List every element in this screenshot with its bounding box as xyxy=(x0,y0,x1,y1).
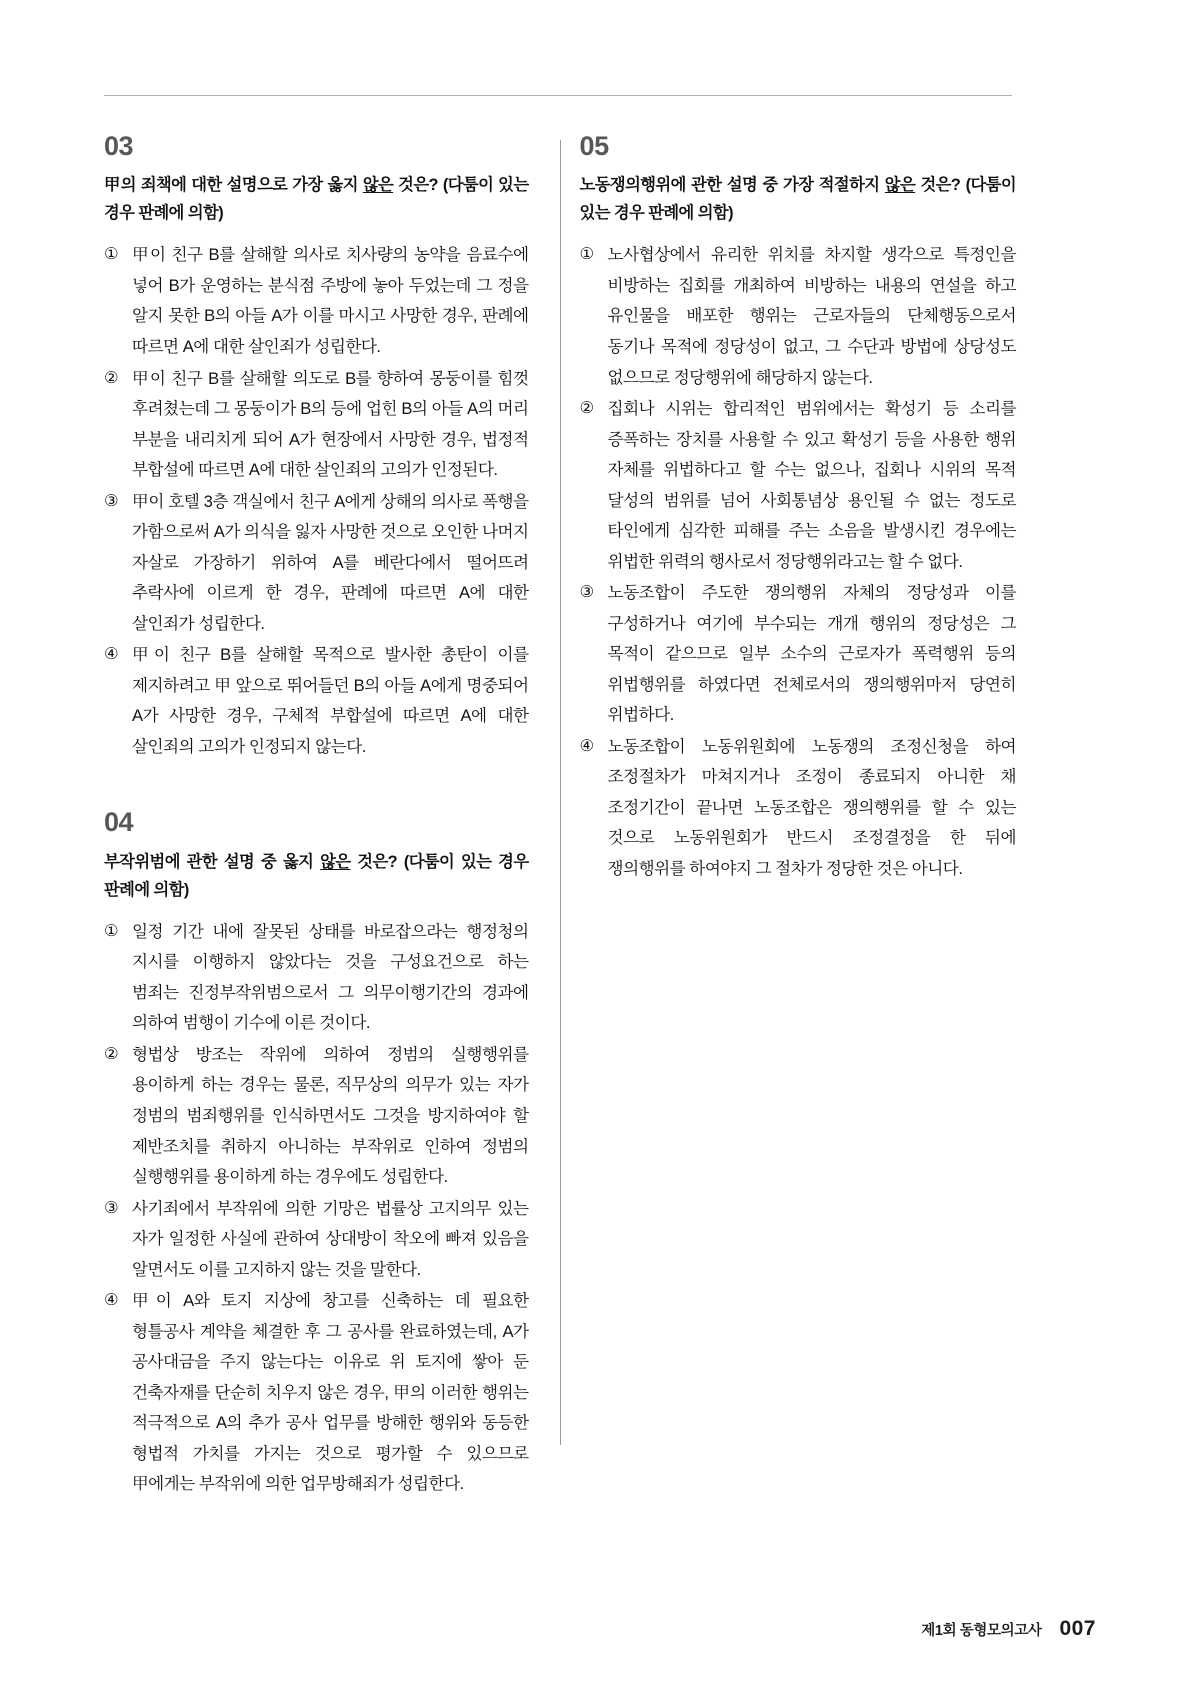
choice-marker-icon: ③ xyxy=(104,491,119,510)
choice-item[interactable] xyxy=(580,394,1016,577)
question-number-04: 04 xyxy=(104,807,134,838)
question-stem-05-before: 노동쟁의행위에 관한 설명 중 가장 적절하지 xyxy=(579,176,885,195)
choice-text: 甲이 친구 B를 살해할 의사로 치사량의 농약을 음료수에 넣어 B가 운영하는 분식점 주방에 놓아 두었는데 그 정을 알지 못한 B의 아들 A가 이를 마시고 사망한 경우, 판례에 따르면 A에 대한 살인죄가 성립한다. xyxy=(132,245,529,356)
choice-item[interactable] xyxy=(580,578,1016,731)
question-block-04 xyxy=(104,808,529,1499)
choice-marker-icon: ① xyxy=(579,245,594,264)
question-stem-05-after: 것은? (다툼이 있는 경우 판례에 의함) xyxy=(579,176,1016,223)
question-stem-05-emphasis: 않은 xyxy=(884,176,916,195)
choice-item[interactable] xyxy=(104,364,529,486)
choice-text: 노동조합이 노동위원회에 노동쟁의 조정신청을 하여 조정절차가 마쳐지거나 조정이 종료되지 아니한 채 조정기간이 끝나면 노동조합은 쟁의행위를 할 수 있는 것으로 노동위원회가 반드시 조정결정을 한 뒤에 쟁의행위를 하여야지 그 절차가 정당한 것은 아니다. xyxy=(607,736,1016,878)
choice-item[interactable] xyxy=(104,240,529,362)
header-rule xyxy=(104,95,1012,96)
choice-item[interactable] xyxy=(104,487,529,640)
question-stem-03 xyxy=(104,171,529,227)
choice-item[interactable] xyxy=(104,1286,529,1500)
question-stem-05 xyxy=(580,171,1016,227)
choice-item[interactable] xyxy=(104,640,529,762)
footer-exam-label: 제1회 동형모의고사 xyxy=(921,1623,1042,1639)
question-block-05 xyxy=(580,132,1016,885)
choice-text: 형법상 방조는 작위에 의하여 정범의 실행행위를 용이하게 하는 경우는 물론, 직무상의 의무가 있는 자가 정범의 범죄행위를 인식하면서도 그것을 방지하여야 할 제반조치를 취하지 아니하는 부작위로 인하여 정범의 실행행위를 용이하게 하는 경우에도 성립한다. xyxy=(132,1044,529,1187)
question-stem-03-after: 것은? (다툼이 있는 경우 판례에 의함) xyxy=(104,176,529,223)
footer-page-number: 007 xyxy=(1059,1617,1096,1640)
choice-list-03 xyxy=(104,240,529,762)
question-block-03 xyxy=(104,132,529,762)
choice-marker-icon: ① xyxy=(104,921,119,940)
choice-text: 甲이 친구 B를 살해할 목적으로 발사한 총탄이 이를 제지하려고 甲 앞으로 뛰어들던 B의 아들 A에게 명중되어 A가 사망한 경우, 구체적 부합설에 따르면 A에 대한 살인죄의 고의가 인정되지 않는다. xyxy=(132,645,529,756)
question-stem-03-before: 甲의 죄책에 대한 설명으로 가장 옳지 xyxy=(104,176,363,195)
question-stem-04-after: 것은? (다툼이 있는 경우 판례에 의함) xyxy=(104,852,529,899)
choice-text: 사기죄에서 부작위에 의한 기망은 법률상 고지의무 있는 자가 일정한 사실에 관하여 상대방이 착오에 빠져 있음을 알면서도 이를 고지하지 않는 것을 말한다. xyxy=(132,1198,529,1279)
choice-marker-icon: ④ xyxy=(579,736,594,755)
choice-item[interactable] xyxy=(104,1040,529,1193)
choice-text: 일정 기간 내에 잘못된 상태를 바로잡으라는 행정청의 지시를 이행하지 않았다는 것을 구성요건으로 하는 범죄는 진정부작위범으로서 그 의무이행기간의 경과에 의하여 범행이 기수에 이른 것이다. xyxy=(132,921,529,1033)
choice-item[interactable] xyxy=(580,240,1016,393)
question-stem-04-emphasis: 않은 xyxy=(320,852,351,871)
choice-list-04 xyxy=(104,917,529,1500)
choice-marker-icon: ③ xyxy=(579,583,594,602)
left-column xyxy=(104,132,541,1532)
choice-marker-icon: ① xyxy=(104,245,119,264)
choice-marker-icon: ④ xyxy=(104,645,119,664)
choice-item[interactable] xyxy=(580,732,1016,885)
choice-list-05 xyxy=(580,240,1016,884)
choice-text: 甲이 A와 토지 지상에 창고를 신축하는 데 필요한 형틀공사 계약을 체결한 후 그 공사를 완료하였는데, A가 공사대금을 주지 않는다는 이유로 위 토지에 쌓아 둔 건축자재를 단순히 치우지 않은 경우, 甲의 이러한 행위는 적극적으로 A의 추가 공사 업무를 방해한 행위와 동등한 형법적 가치를 가지는 것으로 평가할 수 있으므로 甲에게는 부작위에 의한 업무방해죄가 성립한다. xyxy=(132,1291,529,1494)
right-column xyxy=(580,132,1016,1532)
choice-text: 노동조합이 주도한 쟁의행위 자체의 정당성과 이를 구성하거나 여기에 부수되는 개개 행위의 정당성은 그 목적이 같으므로 일부 소수의 근로자가 폭력행위 등의 위법행위를 하였다면 전체로서의 쟁의행위마저 당연히 위법하다. xyxy=(607,583,1016,725)
choice-text: 甲이 호텔 3층 객실에서 친구 A에게 상해의 의사로 폭행을 가함으로써 A가 의식을 잃자 사망한 것으로 오인한 나머지 자살로 가장하기 위하여 A를 베란다에서 떨어뜨려 추락사에 이르게 한 경우, 판례에 따르면 A에 대한 살인죄가 성립한다. xyxy=(132,491,529,633)
choice-marker-icon: ② xyxy=(104,368,119,387)
question-stem-03-emphasis: 않은 xyxy=(362,176,394,195)
question-number-05: 05 xyxy=(579,131,609,161)
page-footer xyxy=(921,1617,1096,1641)
choice-item[interactable] xyxy=(104,1194,529,1286)
choice-text: 노사협상에서 유리한 위치를 차지할 생각으로 특정인을 비방하는 집회를 개최하여 비방하는 내용의 연설을 하고 유인물을 배포한 행위는 근로자들의 단체행동으로서 동기나 목적에 정당성이 없고, 그 수단과 방법에 상당성도 없으므로 정당행위에 해당하지 않는다. xyxy=(607,245,1016,387)
question-number-03: 03 xyxy=(104,131,134,161)
question-stem-04 xyxy=(104,848,529,904)
two-column-layout xyxy=(104,132,1016,1532)
choice-marker-icon: ② xyxy=(579,399,594,418)
choice-marker-icon: ② xyxy=(104,1044,119,1063)
choice-text: 甲이 친구 B를 살해할 의도로 B를 향하여 몽둥이를 힘껏 후려쳤는데 그 몽둥이가 B의 등에 업힌 B의 아들 A의 머리 부분을 내리치게 되어 A가 현장에서 사망한 경우, 법정적 부합설에 따르면 A에 대한 살인죄의 고의가 인정된다. xyxy=(132,368,529,480)
question-stem-04-before: 부작위범에 관한 설명 중 옳지 xyxy=(104,852,321,871)
column-divider xyxy=(560,140,561,1445)
choice-marker-icon: ③ xyxy=(104,1198,119,1217)
choice-marker-icon: ④ xyxy=(104,1291,119,1310)
choice-item[interactable] xyxy=(104,917,529,1039)
choice-text: 집회나 시위는 합리적인 범위에서는 확성기 등 소리를 증폭하는 장치를 사용할 수 있고 확성기 등을 사용한 행위 자체를 위법하다고 할 수는 없으나, 집회나 시위의 목적 달성의 범위를 넘어 사회통념상 용인될 수 없는 정도로 타인에게 심각한 피해를 주는 소음을 발생시킨 경우에는 위법한 위력의 행사로서 정당행위라고는 할 수 없다. xyxy=(607,399,1016,571)
